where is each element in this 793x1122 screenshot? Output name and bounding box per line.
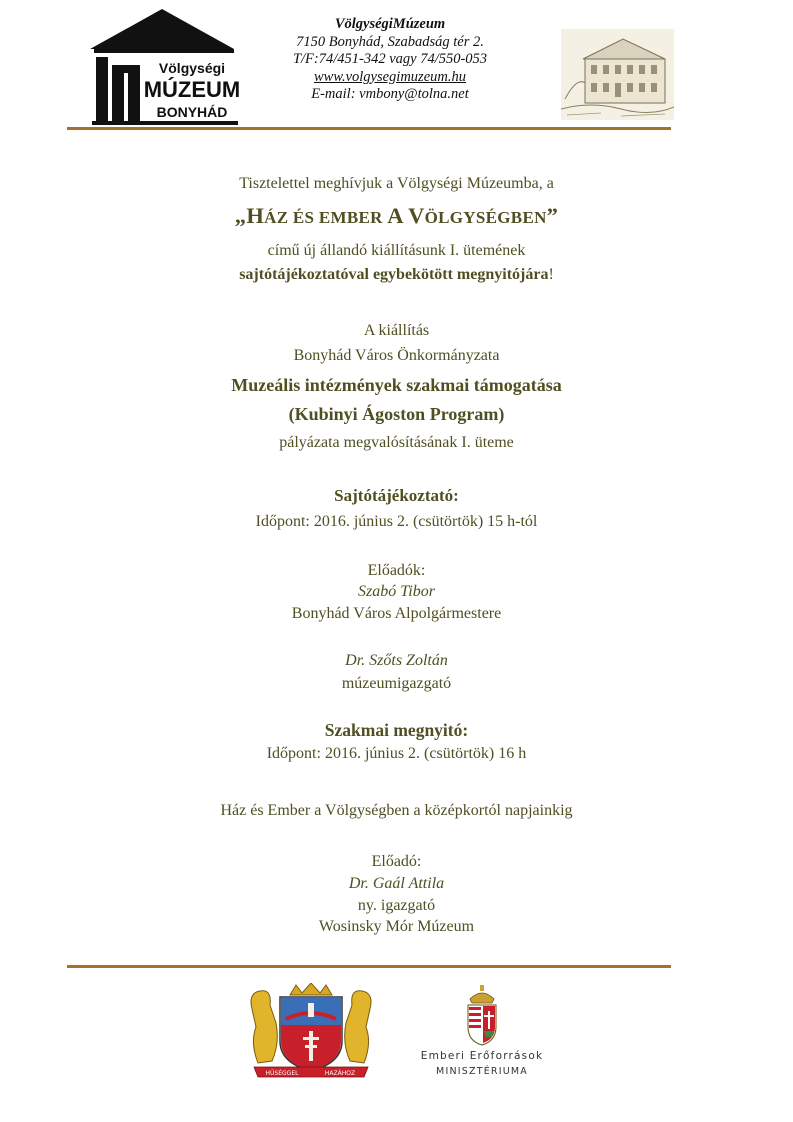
press-speaker-2-name: Dr. Szőts Zoltán bbox=[345, 652, 448, 669]
grant-title-1: Muzeális intézmények szakmai támogatása bbox=[231, 375, 562, 395]
lecture-title: Ház és Ember a Völgységben a középkortól napjainkig bbox=[220, 802, 573, 819]
logo-line-3: Bonyhád bbox=[156, 104, 228, 120]
museum-name: VölgységiMúzeum bbox=[334, 16, 446, 32]
exhibition-title bbox=[0, 203, 793, 229]
opening-time: Időpont: 2016. június 2. (csütörtök) 16 h bbox=[266, 745, 527, 762]
opening-speaker-label: Előadó: bbox=[371, 853, 422, 870]
title-part-1: ÁZ ÉS EMBER bbox=[264, 208, 388, 227]
hungarian-crest-icon bbox=[462, 985, 502, 1047]
crest-motto-right: HAZÁHOZ bbox=[324, 1070, 356, 1077]
ministry-line-2: MINISZTÉRIUMA bbox=[436, 1066, 528, 1077]
bonyhad-coat-of-arms bbox=[246, 983, 376, 1079]
press-time: Időpont: 2016. június 2. (csütörtök) 15 h-tól bbox=[255, 513, 538, 530]
grant-phase: pályázata megvalósításának I. üteme bbox=[279, 434, 514, 451]
press-speaker-1-role: Bonyhád Város Alpolgármestere bbox=[291, 605, 502, 622]
invitation-intro: Tisztelettel meghívjuk a Völgységi Múzeumba, a bbox=[239, 175, 554, 192]
museum-address: 7150 Bonyhád, Szabadság tér 2. bbox=[296, 33, 484, 50]
opening-speaker-role-1: ny. igazgató bbox=[357, 897, 436, 914]
press-opening-bold: sajtótájékoztatóval egybekötött megnyitójára bbox=[239, 266, 549, 283]
opening-speaker-name: Dr. Gaál Attila bbox=[348, 875, 445, 892]
footer-divider bbox=[67, 965, 671, 968]
a-kiallitas: A kiállítás bbox=[363, 322, 430, 339]
press-opening-end: ! bbox=[548, 266, 554, 283]
exhibition-phase-line: című új állandó kiállításunk I. ütemének bbox=[267, 242, 526, 259]
logo-line-2: Múzeum bbox=[143, 77, 241, 102]
press-heading: Sajtótájékoztató: bbox=[334, 486, 459, 505]
museum-contact-block bbox=[262, 16, 518, 104]
title-part-2: ÖLGYSÉGBEN bbox=[424, 208, 547, 227]
museum-website-link[interactable]: www.volgysegimuzeum.hu bbox=[314, 68, 466, 85]
opening-speaker-role-2: Wosinsky Mór Múzeum bbox=[318, 918, 475, 935]
press-speakers-label: Előadók: bbox=[367, 562, 426, 579]
press-opening-line bbox=[0, 266, 793, 284]
grant-title-2: (Kubinyi Ágoston Program) bbox=[288, 404, 505, 424]
museum-logo bbox=[82, 9, 242, 127]
opening-heading: Szakmai megnyitó: bbox=[324, 720, 469, 740]
title-quote-open: „ bbox=[234, 203, 247, 228]
ministry-line-1: Emberi Erőforrások bbox=[420, 1050, 544, 1062]
title-quote-close: ” bbox=[546, 203, 559, 228]
title-initial-h: H bbox=[246, 203, 265, 228]
crest-motto-left: HŰSÉGGEL bbox=[265, 1070, 299, 1077]
header-divider bbox=[67, 127, 671, 130]
logo-line-1: Völgységi bbox=[158, 60, 226, 76]
ministry-logo bbox=[407, 985, 557, 1079]
museum-building-sketch bbox=[561, 29, 674, 120]
museum-phone: T/F:74/451-342 vagy 74/550-053 bbox=[292, 51, 488, 67]
title-part-a: A bbox=[387, 203, 409, 228]
press-speaker-2-role: múzeumigazgató bbox=[341, 675, 452, 692]
municipality: Bonyhád Város Önkormányzata bbox=[293, 347, 500, 364]
museum-email[interactable]: E-mail: vmbony@tolna.net bbox=[311, 86, 469, 102]
press-speaker-1-name: Szabó Tibor bbox=[358, 583, 435, 600]
title-initial-v: V bbox=[408, 203, 425, 228]
